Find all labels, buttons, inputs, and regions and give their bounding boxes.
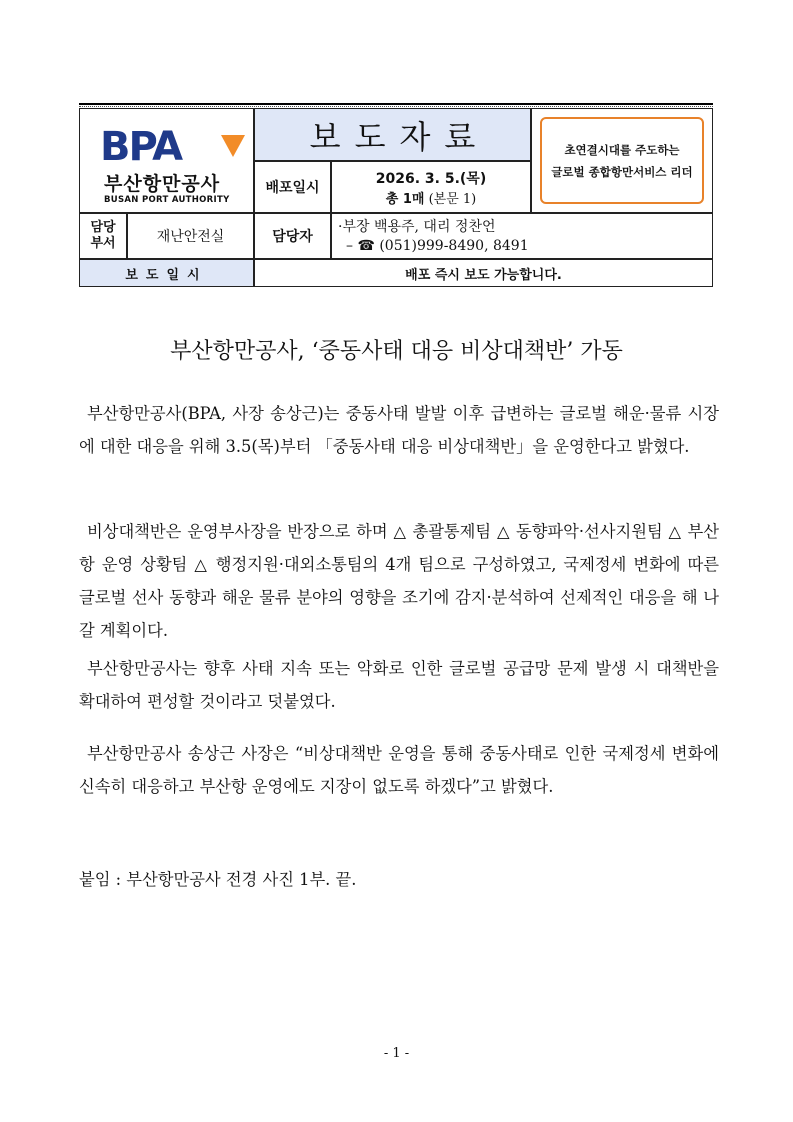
dept-label-line-1: 담당 bbox=[90, 220, 116, 235]
distribution-date-cell bbox=[331, 161, 531, 213]
pages-total: 총 1매 bbox=[385, 191, 425, 207]
distribution-label: 배포일시 bbox=[265, 180, 320, 196]
headline: 부산항만공사, ‘중동사태 대응 비상대책반’ 가동 bbox=[170, 339, 623, 364]
paragraph-expansion: 부산항만공사는 향후 사태 지속 또는 악화로 인한 글로벌 공급망 문제 발생 시 대책반을 확대하여 편성할 것이라고 덧붙였다. bbox=[79, 659, 719, 711]
slogan-box bbox=[540, 117, 704, 204]
paragraph-task-force: 비상대책반은 운영부사장을 반장으로 하며 △ 총괄통제팀 △ 동향파악·선사지원팀 △ 부산항 운영 상황팀 △ 행정지원·대외소통팀의 4개 팀으로 구성하였고, 국제정세 변화에 따른 글로벌 선사 동향과 해운 물류 분야의 영향을 조기에 감지·분석하여 선제적인 대응을 해 나갈 계획이다. bbox=[79, 522, 719, 640]
dept-label-line-2: 부서 bbox=[90, 236, 116, 251]
page-count bbox=[386, 188, 477, 207]
release-value-cell bbox=[254, 259, 713, 287]
logo-triangle-icon bbox=[220, 133, 246, 159]
release-value: 배포 즉시 보도 가능합니다. bbox=[405, 267, 562, 283]
pages-detail: (본문 1) bbox=[428, 191, 477, 207]
dept-value-cell bbox=[127, 213, 254, 259]
release-label-cell bbox=[79, 259, 254, 287]
slogan-cell bbox=[531, 108, 713, 213]
logo-abbr: BPA bbox=[100, 124, 182, 170]
manager-value-cell bbox=[331, 213, 713, 259]
doc-type-cell bbox=[254, 108, 531, 161]
paragraph-intro: 부산항만공사(BPA, 사장 송상근)는 중동사태 발발 이후 급변하는 글로벌 해운·물류 시장에 대한 대응을 위해 3.5(목)부터 「중동사태 대응 비상대책반」을 운영한다고 밝혔다. bbox=[79, 404, 719, 456]
distribution-label-cell bbox=[254, 161, 331, 213]
release-label: 보도일시 bbox=[125, 267, 208, 283]
dept-label-cell bbox=[79, 213, 127, 259]
distribution-date: 2026. 3. 5.(목) bbox=[375, 170, 487, 187]
page-number: - 1 - bbox=[383, 1046, 410, 1061]
logo-english-name: BUSAN PORT AUTHORITY bbox=[104, 195, 230, 205]
manager-phone: – ☎ (051)999-8490, 8491 bbox=[346, 238, 529, 254]
header-top-rule bbox=[79, 103, 713, 105]
press-release-header bbox=[79, 103, 713, 287]
slogan-line-1: 초연결시대를 주도하는 bbox=[564, 142, 680, 157]
logo-korean-name: 부산항만공사 bbox=[104, 173, 221, 195]
slogan-line-2: 글로벌 종합항만서비스 리더 bbox=[551, 164, 693, 179]
attachment-note: 붙임 : 부산항만공사 전경 사진 1부. 끝. bbox=[79, 870, 357, 889]
dept-value: 재난안전실 bbox=[156, 229, 225, 245]
doc-type-title: 보도자료 bbox=[309, 117, 490, 156]
logo-cell bbox=[79, 108, 254, 213]
manager-label: 담당자 bbox=[272, 229, 313, 245]
header-dotted-rule bbox=[79, 106, 713, 107]
bpa-logo bbox=[80, 109, 253, 212]
manager-label-cell bbox=[254, 213, 331, 259]
paragraph-quote: 부산항만공사 송상근 사장은 “비상대책반 운영을 통해 중동사태로 인한 국제정세 변화에 신속히 대응하고 부산항 운영에도 지장이 없도록 하겠다”고 밝혔다. bbox=[79, 744, 719, 796]
manager-names: ·부장 백용주, 대리 정찬언 bbox=[338, 219, 496, 235]
